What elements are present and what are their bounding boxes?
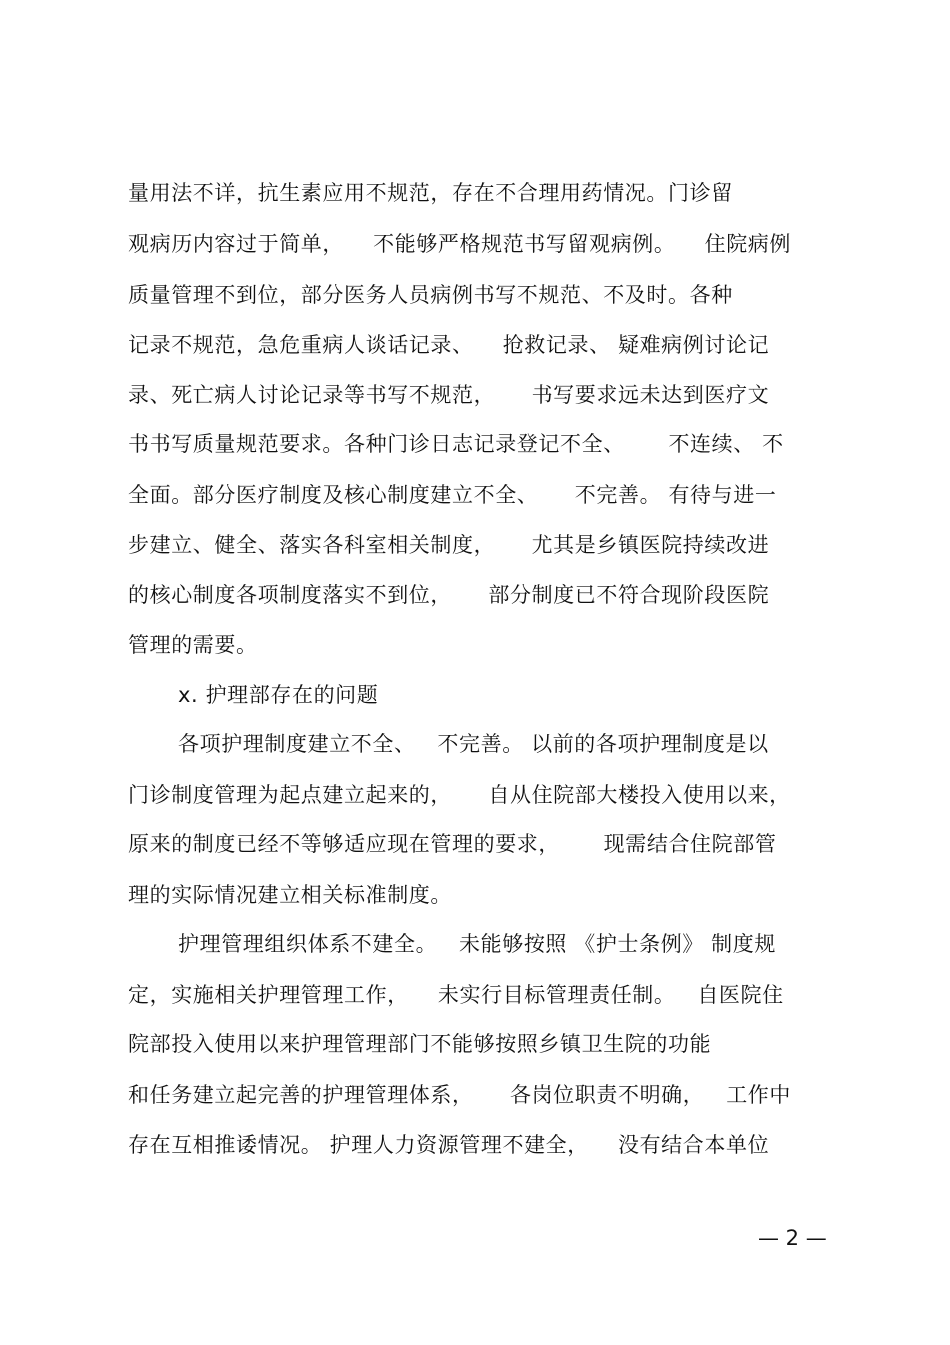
body-text-line: 原来的制度已经不等够适应现在管理的要求， 现需结合住院部管: [128, 832, 777, 856]
body-text-line: 门诊制度管理为起点建立起来的， 自从住院部大楼投入使用以来，: [128, 783, 791, 807]
body-text-line: 院部投入使用以来护理管理部门不能够按照乡镇卫生院的功能: [128, 1032, 712, 1056]
body-text-line: 存在互相推诿情况。 护理人力资源管理不建全， 没有结合本单位: [128, 1133, 770, 1157]
body-text-line: 量用法不详，抗生素应用不规范，存在不合理用药情况。门诊留: [128, 181, 733, 205]
body-text-line: 定，实施相关护理管理工作， 未实行目标管理责任制。 自医院住: [128, 983, 784, 1007]
body-text-line: 步建立、健全、落实各科室相关制度， 尤其是乡镇医院持续改进: [128, 533, 770, 557]
body-text-line: 质量管理不到位，部分医务人员病例书写不规范、不及时。各种: [128, 283, 733, 307]
body-text-line: 全面。部分医疗制度及核心制度建立不全、 不完善。 有待与进一: [128, 483, 777, 507]
body-text-line: 书书写质量规范要求。各种门诊日志记录登记不全、 不连续、 不: [128, 432, 784, 456]
body-text-line: 录、死亡病人讨论记录等书写不规范， 书写要求远未达到医疗文: [128, 383, 770, 407]
body-text-line: 和任务建立起完善的护理管理体系， 各岗位职责不明确， 工作中: [128, 1083, 791, 1107]
page-number: — 2 —: [758, 1226, 827, 1250]
body-text-line: 理的实际情况建立相关标准制度。: [128, 883, 452, 907]
paragraph-first-line: 各项护理制度建立不全、 不完善。 以前的各项护理制度是以: [178, 732, 769, 756]
body-text-line: 管理的需要。: [128, 633, 258, 657]
body-text-line: 的核心制度各项制度落实不到位， 部分制度已不符合现阶段医院: [128, 583, 770, 607]
section-heading: x. 护理部存在的问题: [178, 683, 379, 707]
body-text-line: 记录不规范，急危重病人谈话记录、 抢救记录、 疑难病例讨论记: [128, 333, 770, 357]
paragraph-first-line: 护理管理组织体系不建全。 未能够按照 《护士条例》 制度规: [178, 932, 776, 956]
body-text-line: 观病历内容过于简单， 不能够严格规范书写留观病例。 住院病例: [128, 232, 791, 256]
